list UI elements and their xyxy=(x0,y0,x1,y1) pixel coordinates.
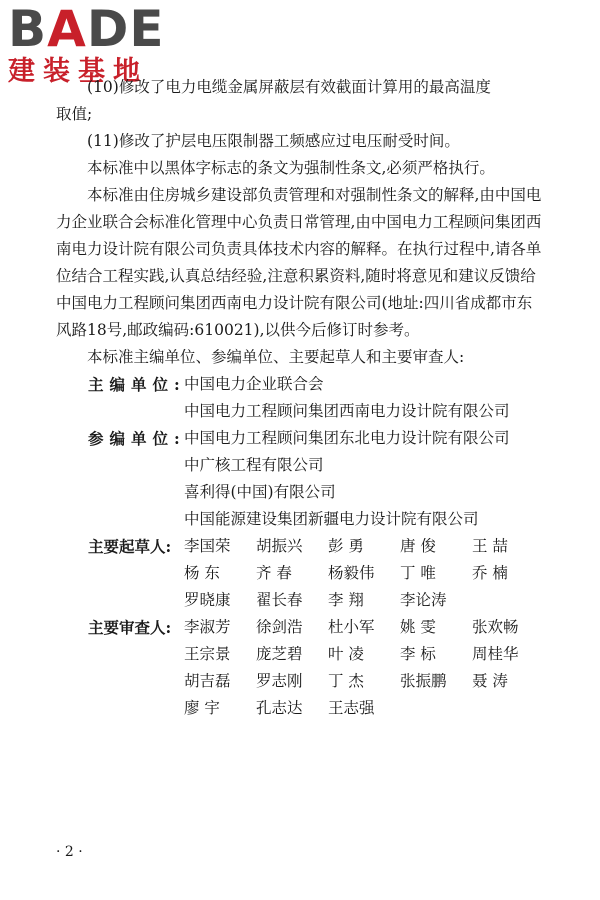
person-name: 李 标 xyxy=(400,645,436,663)
item-11: (11)修改了护层电压限制器工频感应过电压耐受时间。 xyxy=(87,132,460,150)
participating-unit: 中国电力工程顾问集团东北电力设计院有限公司 xyxy=(184,429,510,447)
person-name: 孔志达 xyxy=(256,699,303,717)
person-name: 胡振兴 xyxy=(256,537,303,555)
person-name: 彭 勇 xyxy=(328,537,364,555)
item-10-line2: 取值; xyxy=(56,105,93,123)
participating-unit: 喜利得(中国)有限公司 xyxy=(184,483,336,501)
logo-wordmark: BADE xyxy=(8,0,165,58)
page-content xyxy=(56,74,546,722)
chief-units-block xyxy=(56,371,546,425)
person-name: 徐剑浩 xyxy=(256,618,303,636)
participating-units-block xyxy=(56,425,546,533)
person-name: 王志强 xyxy=(328,699,375,717)
person-name: 姚 雯 xyxy=(400,618,436,636)
person-name: 翟长春 xyxy=(256,591,303,609)
chief-unit: 中国电力企业联合会 xyxy=(184,375,324,393)
reviewers-label: 主要审查人: xyxy=(88,618,172,637)
person-name: 廖 宇 xyxy=(184,699,220,717)
item-10-line1: (10)修改了电力电缆金属屏蔽层有效截面计算用的最高温度 xyxy=(87,78,491,96)
participating-units-label: 参编单位: xyxy=(88,429,186,448)
person-name: 李论涛 xyxy=(400,591,447,609)
person-name: 王 喆 xyxy=(472,537,508,555)
person-name: 丁 杰 xyxy=(328,672,364,690)
drafters-block xyxy=(56,533,546,614)
person-name: 杨毅伟 xyxy=(328,564,375,582)
person-name: 罗志刚 xyxy=(256,672,303,690)
person-name: 庞芝碧 xyxy=(256,645,303,663)
person-name: 周桂华 xyxy=(472,645,519,663)
drafters-names xyxy=(184,533,546,614)
person-name: 叶 凌 xyxy=(328,645,364,663)
management-paragraph: 本标准由住房城乡建设部负责管理和对强制性条文的解释,由中国电力企业联合会标准化管理中心负责日常管理,由中国电力工程顾问集团西南电力设计院有限公司负责具体技术内容的解释。在执行过程中,请各单位结合工程实践,认真总结经验,注意积累资料,随时将意见和建议反馈给中国电力工程顾问集团西南电力设计院有限公司(地址:四川省成都市东风路18号,邮政编码:610021),以供今后修订时参考。 xyxy=(56,186,542,339)
person-name: 乔 楠 xyxy=(472,564,508,582)
units-intro: 本标准主编单位、参编单位、主要起草人和主要审查人: xyxy=(87,348,465,366)
person-name: 聂 涛 xyxy=(472,672,508,690)
person-name: 胡吉磊 xyxy=(184,672,231,690)
person-name: 李淑芳 xyxy=(184,618,231,636)
person-name: 王宗景 xyxy=(184,645,231,663)
person-name: 杜小军 xyxy=(328,618,375,636)
reviewers-names xyxy=(184,614,546,722)
reviewers-block xyxy=(56,614,546,722)
logo-subtitle: 建装基地 xyxy=(8,56,148,87)
person-name: 丁 唯 xyxy=(400,564,436,582)
drafters-label: 主要起草人: xyxy=(88,537,172,556)
person-name: 唐 俊 xyxy=(400,537,436,555)
person-name: 张振鹏 xyxy=(400,672,447,690)
chief-unit: 中国电力工程顾问集团西南电力设计院有限公司 xyxy=(184,402,510,420)
person-name: 杨 东 xyxy=(184,564,220,582)
person-name: 张欢畅 xyxy=(472,618,519,636)
person-name: 李国荣 xyxy=(184,537,231,555)
page-number: · 2 · xyxy=(56,844,83,860)
participating-unit: 中广核工程有限公司 xyxy=(184,456,324,474)
participating-unit: 中国能源建设集团新疆电力设计院有限公司 xyxy=(184,510,479,528)
mandatory-note: 本标准中以黑体字标志的条文为强制性条文,必须严格执行。 xyxy=(87,159,495,177)
person-name: 齐 春 xyxy=(256,564,292,582)
chief-units-label: 主编单位: xyxy=(88,375,186,394)
person-name: 罗晓康 xyxy=(184,591,231,609)
person-name: 李 翔 xyxy=(328,591,364,609)
